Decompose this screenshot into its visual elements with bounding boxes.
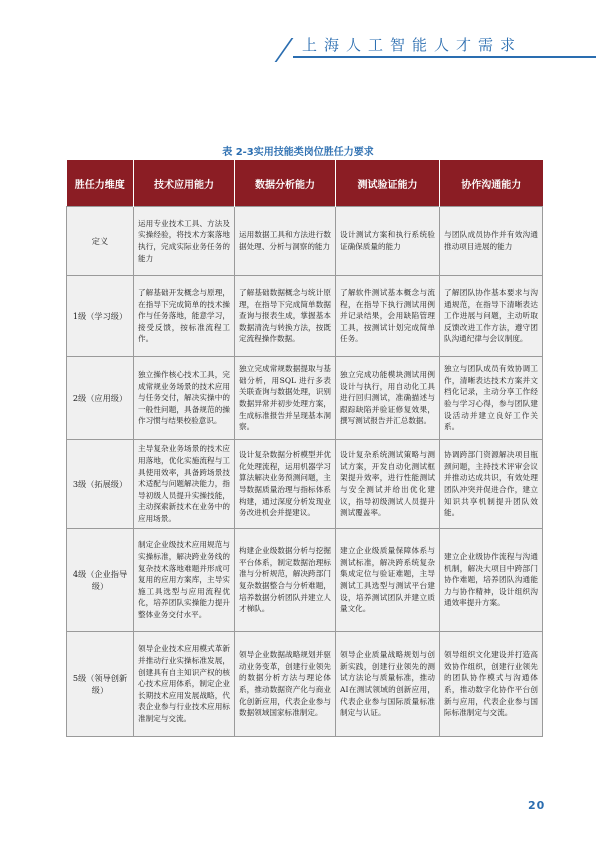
table-cell: 了解基础数据概念与统计原理，在指导下完成简单数据查询与报表生成，掌握基本数据清洗与转换方法，按既定流程操作数据。	[235, 276, 336, 357]
running-header-title: 上海人工智能人才需求	[302, 36, 523, 54]
table-cell: 建立企业级协作流程与沟通机制，解决大项目中跨部门协作难题，培养团队沟通能力与协作精神，设计组织沟通效率提升方案。	[440, 529, 543, 632]
table-row	[67, 276, 543, 357]
table-cell: 独立操作核心技术工具，完成常规业务场景的技术应用与任务交付，解决实操中的一般性问题，具备规范的操作习惯与结果校验意识。	[134, 357, 235, 440]
table-caption: 表 2-3实用技能类岗位胜任力要求	[222, 147, 374, 158]
column-header-dimension: 胜任力维度	[67, 160, 134, 207]
table-cell: 构建企业级数据分析与挖掘平台体系，制定数据治理标准与分析规范，解决跨部门复杂数据整合与分析难题，培养数据分析团队并建立人才梯队。	[235, 529, 336, 632]
table-cell: 领导企业数据战略规划并驱动业务变革，创建行业领先的数据分析方法与理论体系，推动数据资产化与商业化创新应用，代表企业参与数据领域国家标准制定。	[235, 632, 336, 737]
header-rule	[293, 56, 596, 58]
table-cell: 设计复杂系统测试策略与测试方案，开发自动化测试框架提升效率，进行性能测试与安全测试并给出优化建议，指导初级测试人员提升测试覆盖率。	[336, 440, 440, 529]
table-cell: 了解软件测试基本概念与流程，在指导下执行测试用例并记录结果，会用缺陷管理工具，按测试计划完成简单任务。	[336, 276, 440, 357]
table-cell: 制定企业级技术应用规范与实操标准，解决跨业务线的复杂技术落地难题并形成可复用的应用方案库，主导实施工具选型与应用流程优化，培养团队实操能力提升整体业务交付水平。	[134, 529, 235, 632]
table-cell: 运用数据工具和方法进行数据处理、分析与洞察的能力	[235, 207, 336, 276]
column-header-test-validation: 测试验证能力	[336, 160, 440, 207]
table-cell: 运用专业技术工具、方法及实操经验，将技术方案落地执行，完成实际业务任务的能力	[134, 207, 235, 276]
table-cell: 领导组织文化建设并打造高效协作组织，创建行业领先的团队协作模式与沟通体系，推动数字化协作平台创新与应用，代表企业参与国际标准制定与交流。	[440, 632, 543, 737]
row-label-level-1: 1级（学习级）	[67, 276, 134, 357]
column-header-collaboration: 协作沟通能力	[440, 160, 543, 207]
competency-table	[66, 160, 543, 737]
table-cell: 与团队成员协作并有效沟通推动项目进展的能力	[440, 207, 543, 276]
table-row	[67, 529, 543, 632]
table-cell: 协调跨部门资源解决项目瓶颈问题，主持技术评审会议并推动达成共识，有效处理团队冲突并促进合作，建立知识共享机制提升团队效能。	[440, 440, 543, 529]
row-label-level-4: 4级（企业指导级）	[67, 529, 134, 632]
row-label-definition: 定义	[67, 207, 134, 276]
table-cell: 领导企业质量战略规划与创新实践，创建行业领先的测试方法论与质量标准，推动AI在测试领域的创新应用，代表企业参与国际质量标准制定与认证。	[336, 632, 440, 737]
column-header-data-analysis: 数据分析能力	[235, 160, 336, 207]
table-row	[67, 207, 543, 276]
table-cell: 了解基础开发概念与原理，在指导下完成简单的技术操作与任务落地，能意学习，接受反馈，按标准流程工作。	[134, 276, 235, 357]
row-label-level-3: 3级（拓展级）	[67, 440, 134, 529]
header-slash-decoration	[275, 38, 294, 62]
table-cell: 独立完成功能模块测试用例设计与执行，用自动化工具进行回归测试，准确描述与跟踪缺陷并验证修复效果，撰写测试报告并汇总数据。	[336, 357, 440, 440]
table-cell: 了解团队协作基本要求与沟通规范，在指导下清晰表达工作进展与问题，主动听取反馈改进工作方法，遵守团队沟通纪律与会议制度。	[440, 276, 543, 357]
table-row	[67, 632, 543, 737]
table-cell: 设计复杂数据分析模型并优化处理流程，运用机器学习算法解决业务预测问题，主导数据质量治理与指标体系构建，通过深度分析发现业务改进机会并提建议。	[235, 440, 336, 529]
table-row	[67, 357, 543, 440]
table-row	[67, 440, 543, 529]
table-header-row	[67, 160, 543, 207]
table-cell: 独立完成常规数据提取与基础分析，用SQL 进行多表关联查询与数据处理，识别数据异常并初步处理方案，生成标准报告并呈现基本洞察。	[235, 357, 336, 440]
page-number: 20	[528, 799, 546, 812]
table-cell: 设计测试方案和执行系统验证确保质量的能力	[336, 207, 440, 276]
table-cell: 独立与团队成员有效协调工作，清晰表达技术方案并文档化记录，主动分享工作经验与学习心得，参与团队建设活动并建立良好工作关系。	[440, 357, 543, 440]
row-label-level-5: 5级（领导创新级）	[67, 632, 134, 737]
row-label-level-2: 2级（应用级）	[67, 357, 134, 440]
table-cell: 建立企业级质量保障体系与测试标准，解决跨系统复杂集成定位与验证难题，主导测试工具选型与测试平台建设，培养测试团队并建立质量文化。	[336, 529, 440, 632]
column-header-tech-application: 技术应用能力	[134, 160, 235, 207]
table-cell: 领导企业技术应用模式革新并推动行业实操标准发展，创建具有自主知识产权的核心技术应用体系，制定企业长期技术应用发展战略，代表企业参与行业技术应用标准制定与交流。	[134, 632, 235, 737]
table-cell: 主导复杂业务场景的技术应用落地，优化实施流程与工具使用效率，具备跨场景技术适配与问题解决能力，指导初级人员提升实操技能，主动探索新技术在业务中的应用场景。	[134, 440, 235, 529]
